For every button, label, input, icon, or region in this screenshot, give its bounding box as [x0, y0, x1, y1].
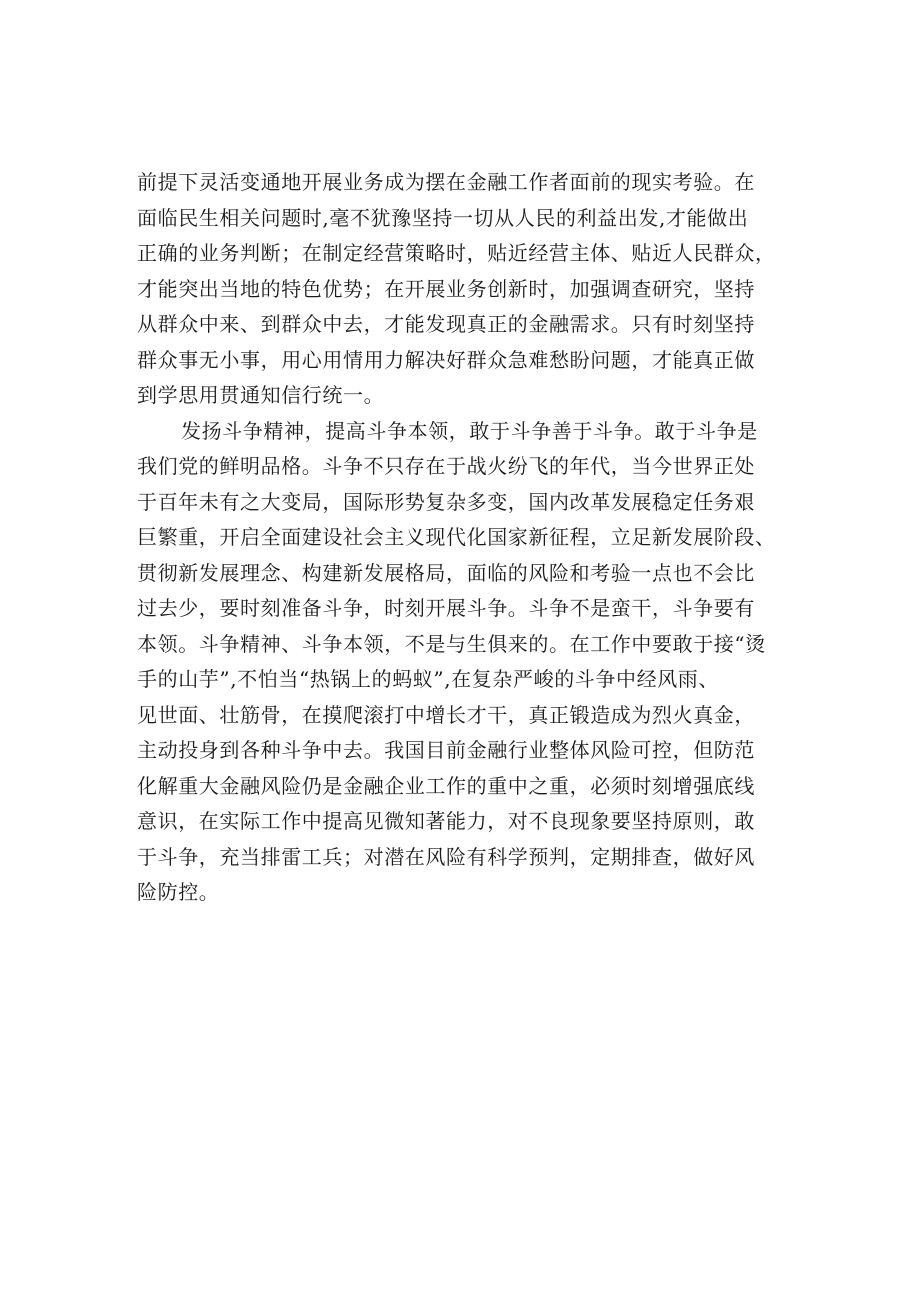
body-text	[137, 165, 797, 911]
text-line: 过去少，要时刻准备斗争，时刻开展斗争。斗争不是蛮干，斗争要有	[137, 596, 755, 620]
text-line: 险防控。	[137, 880, 220, 904]
text-line: 手的山芋”,不怕当“热锅上的蚂蚁”,在复杂严峻的斗争中经风雨、	[137, 667, 719, 691]
text-line: 从群众中来、到群众中去，才能发现真正的金融需求。只有时刻坚持	[137, 312, 755, 336]
text-line: 贯彻新发展理念、构建新发展格局，面临的风险和考验一点也不会比	[137, 560, 755, 585]
paragraph-1	[137, 165, 797, 414]
text-line: 群众事无小事，用心用情用力解决好群众急难愁盼问题，才能真正做	[137, 347, 755, 372]
text-line: 见世面、壮筋骨，在摸爬滚打中增长才干，真正锻造成为烈火真金，	[137, 702, 755, 727]
paragraph-2	[137, 414, 797, 911]
text-line: 于百年未有之大变局，国际形势复杂多变，国内改革发展稳定任务艰	[137, 489, 755, 514]
text-line: 巨繁重，开启全面建设社会主义现代化国家新征程，立足新发展阶段、	[137, 525, 776, 549]
text-line: 才能突出当地的特色优势；在开展业务创新时，加强调查研究，坚持	[137, 276, 755, 301]
text-line: 我们党的鲜明品格。斗争不只存在于战火纷飞的年代，当今世界正处	[137, 454, 755, 478]
text-line: 到学思用贯通知信行统一。	[137, 383, 385, 407]
text-line: 面临民生相关问题时,毫不犹豫坚持一切从人民的利益出发,才能做出	[137, 205, 749, 230]
text-line: 正确的业务判断；在制定经营策略时，贴近经营主体、贴近人民群众，	[137, 241, 776, 265]
text-line: 主动投身到各种斗争中去。我国目前金融行业整体风险可控，但防范	[137, 738, 755, 762]
text-line: 化解重大金融风险仍是金融企业工作的重中之重，必须时刻增强底线	[137, 773, 755, 798]
text-line: 发扬斗争精神，提高斗争本领，敢于斗争善于斗争。敢于斗争是	[181, 418, 758, 443]
text-line: 本领。斗争精神、斗争本领，不是与生俱来的。在工作中要敢于接“烫	[137, 631, 766, 656]
text-line: 于斗争，充当排雷工兵；对潜在风险有科学预判，定期排查，做好风	[137, 844, 755, 869]
text-line: 意识，在实际工作中提高见微知著能力，对不良现象要坚持原则，敢	[137, 809, 755, 833]
text-line: 前提下灵活变通地开展业务成为摆在金融工作者面前的现实考验。在	[137, 170, 755, 194]
